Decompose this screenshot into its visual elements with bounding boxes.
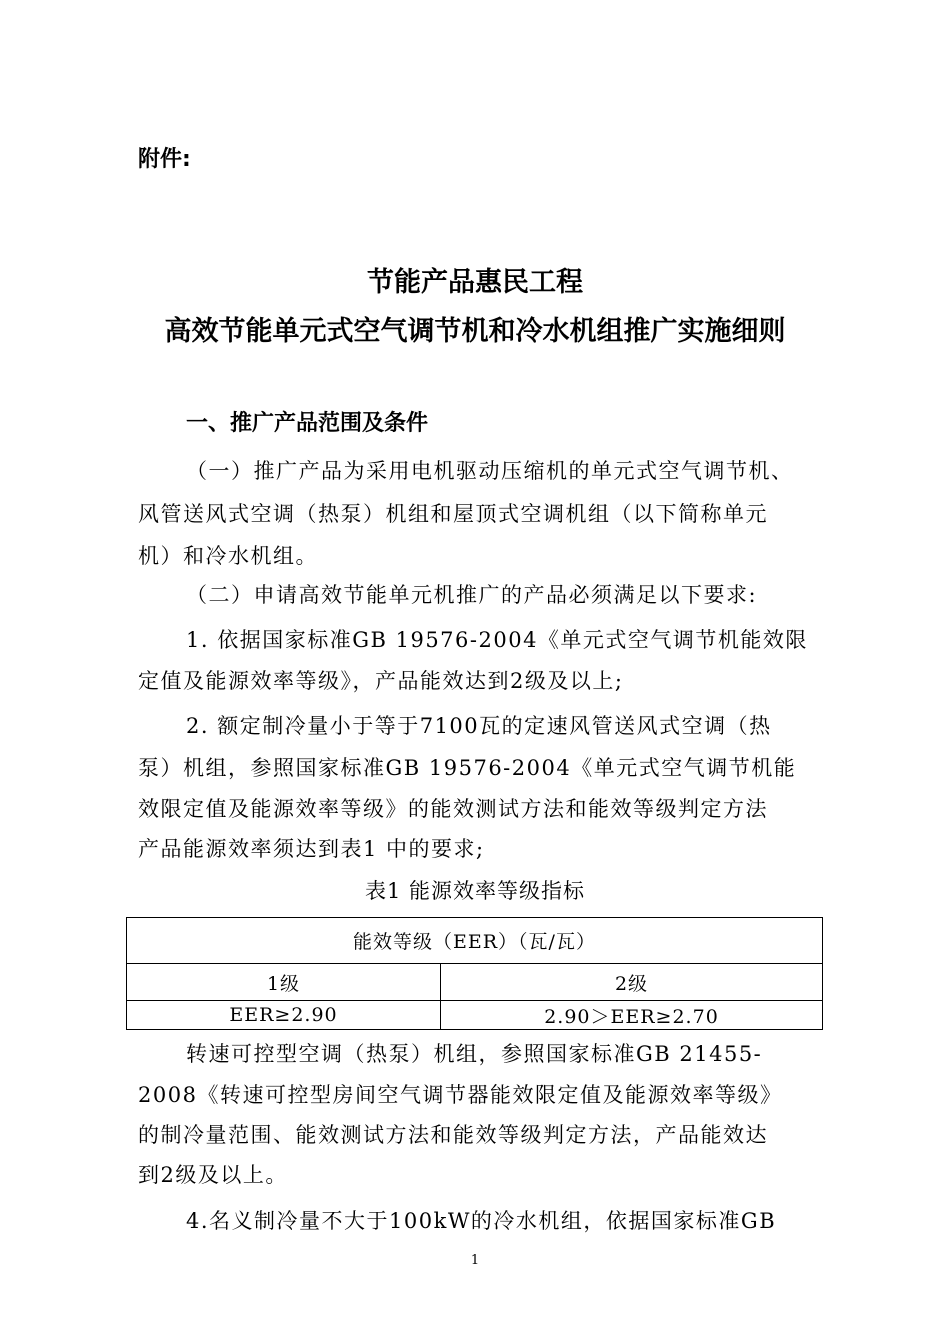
- paragraph-line: 定值及能源效率等级》，产品能效达到2级及以上;: [138, 669, 624, 693]
- paragraph-line: 产品能源效率须达到表1 中的要求;: [138, 837, 485, 861]
- page-number: 1: [470, 1253, 480, 1268]
- table-column-grade-1: 1级: [127, 964, 441, 1001]
- table-column-grade-2: 2级: [441, 964, 823, 1001]
- section-heading: 一、推广产品范围及条件: [186, 411, 429, 436]
- paragraph-line: 2008《转速可控型房间空气调节器能效限定值及能源效率等级》: [138, 1083, 783, 1107]
- attachment-label: 附件:: [138, 147, 191, 172]
- paragraph-line: 1. 依据国家标准GB 19576-2004《单元式空气调节机能效限: [186, 628, 808, 652]
- paragraph-line: 的制冷量范围、能效测试方法和能效等级判定方法，产品能效达: [138, 1123, 768, 1147]
- paragraph-line: 到2级及以上。: [138, 1163, 288, 1187]
- table-cell-grade-1-value: EER≥2.90: [127, 1001, 441, 1030]
- paragraph-line: 2. 额定制冷量小于等于7100瓦的定速风管送风式空调（热: [186, 714, 772, 738]
- paragraph-line: 4.名义制冷量不大于100kW的冷水机组，依据国家标准GB: [186, 1209, 777, 1233]
- paragraph-line: 机）和冷水机组。: [138, 544, 318, 568]
- paragraph-line: （二）申请高效节能单元机推广的产品必须满足以下要求:: [186, 583, 758, 607]
- paragraph-line: （一）推广产品为采用电机驱动压缩机的单元式空气调节机、: [186, 459, 794, 483]
- document-title-line-2: 高效节能单元式空气调节机和冷水机组推广实施细则: [164, 316, 786, 347]
- efficiency-grade-table: [126, 917, 823, 1030]
- paragraph-line: 风管送风式空调（热泵）机组和屋顶式空调机组（以下简称单元: [138, 502, 768, 526]
- table-cell-grade-2-value: 2.90＞EER≥2.70: [441, 1001, 823, 1030]
- table-caption: 表1 能源效率等级指标: [364, 879, 586, 903]
- paragraph-line: 泵）机组，参照国家标准GB 19576-2004《单元式空气调节机能: [138, 756, 797, 780]
- table-header-cell: 能效等级（EER）（瓦/瓦）: [127, 918, 823, 964]
- document-title-line-1: 节能产品惠民工程: [367, 267, 583, 298]
- paragraph-line: 效限定值及能源效率等级》的能效测试方法和能效等级判定方法: [138, 797, 768, 821]
- paragraph-line: 转速可控型空调（热泵）机组，参照国家标准GB 21455-: [186, 1042, 763, 1066]
